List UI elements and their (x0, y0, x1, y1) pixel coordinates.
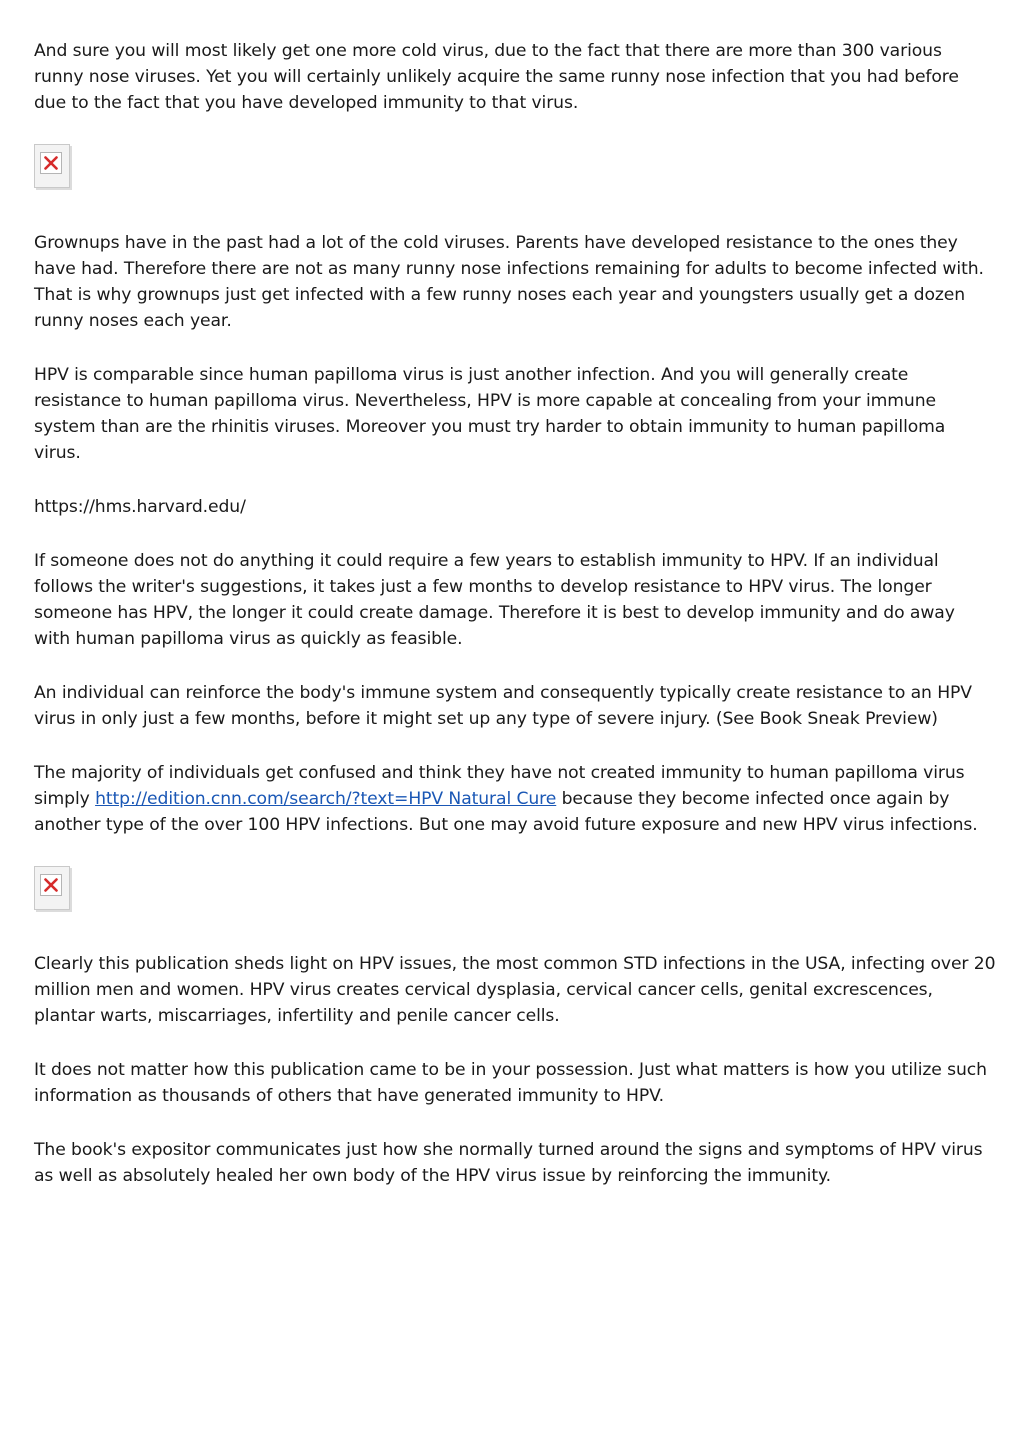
paragraph-expositor: The book's expositor communicates just how she normally turned around the signs and symptoms of HPV virus as well as absolutely healed her own body of the HPV virus issue by reinforcing the immunity. (34, 1140, 983, 1186)
paragraph-immunity-years: If someone does not do anything it could require a few years to establish immunity to HPV. If an individual follows the writer's suggestions, it takes just a few months to develop resistance to HPV virus. The longer someone has HPV, the longer it could create damage. Therefore it is best to develop immunity and do away with human papilloma virus as quickly as feasible. (34, 551, 955, 649)
document-body (34, 38, 996, 1217)
paragraph-reinforce: An individual can reinforce the body's immune system and consequently typically create resistance to an HPV virus in only just a few months, before it might set up any type of severe injury. (See Book Sneak Preview) (34, 683, 972, 729)
broken-image-icon (44, 878, 58, 892)
broken-image-1 (34, 144, 70, 188)
paragraph-cold-virus: And sure you will most likely get one more cold virus, due to the fact that there are more than 300 various runny nose viruses. Yet you will certainly unlikely acquire the same runny nose infection that you had before due to the fact that you have developed immunity to that virus. (34, 41, 959, 113)
paragraph-grownups: Grownups have in the past had a lot of the cold viruses. Parents have developed resistance to the ones they have had. Therefore there are not as many runny nose infections remaining for adults to become infected with. That is why grownups just get infected with a few runny noses each year and youngsters usually get a dozen runny noses each year. (34, 233, 984, 331)
broken-image-2 (34, 866, 70, 910)
paragraph-confused (34, 760, 996, 838)
cnn-search-link[interactable]: http://edition.cnn.com/search/?text=HPV Natural Cure (95, 789, 557, 809)
link-paragraph-before: The majority of individuals get confused and think they have not created immunity to human papilloma virus simply (34, 763, 965, 809)
paragraph-hpv-comparable: HPV is comparable since human papilloma virus is just another infection. And you will generally create resistance to human papilloma virus. Nevertheless, HPV is more capable at concealing from your immune system than are the rhinitis viruses. Moreover you must try harder to obtain immunity to human papilloma virus. (34, 365, 946, 463)
paragraph-publication-std: Clearly this publication sheds light on HPV issues, the most common STD infections in the USA, infecting over 20 million men and women. HPV virus creates cervical dysplasia, cervical cancer cells, genital excrescences, plantar warts, miscarriages, infertility and penile cancer cells. (34, 954, 996, 1026)
image-frame (40, 874, 62, 896)
broken-image-icon (44, 156, 58, 170)
paragraph-possession: It does not matter how this publication came to be in your possession. Just what matters is how you utilize such information as thousands of others that have generated immunity to HPV. (34, 1060, 987, 1106)
paragraph-harvard-url: https://hms.harvard.edu/ (34, 497, 246, 517)
image-frame (40, 152, 62, 174)
link-paragraph-after: because they become infected once again by another type of the over 100 HPV infections. But one may avoid future exposure and new HPV virus infections. (34, 789, 978, 835)
